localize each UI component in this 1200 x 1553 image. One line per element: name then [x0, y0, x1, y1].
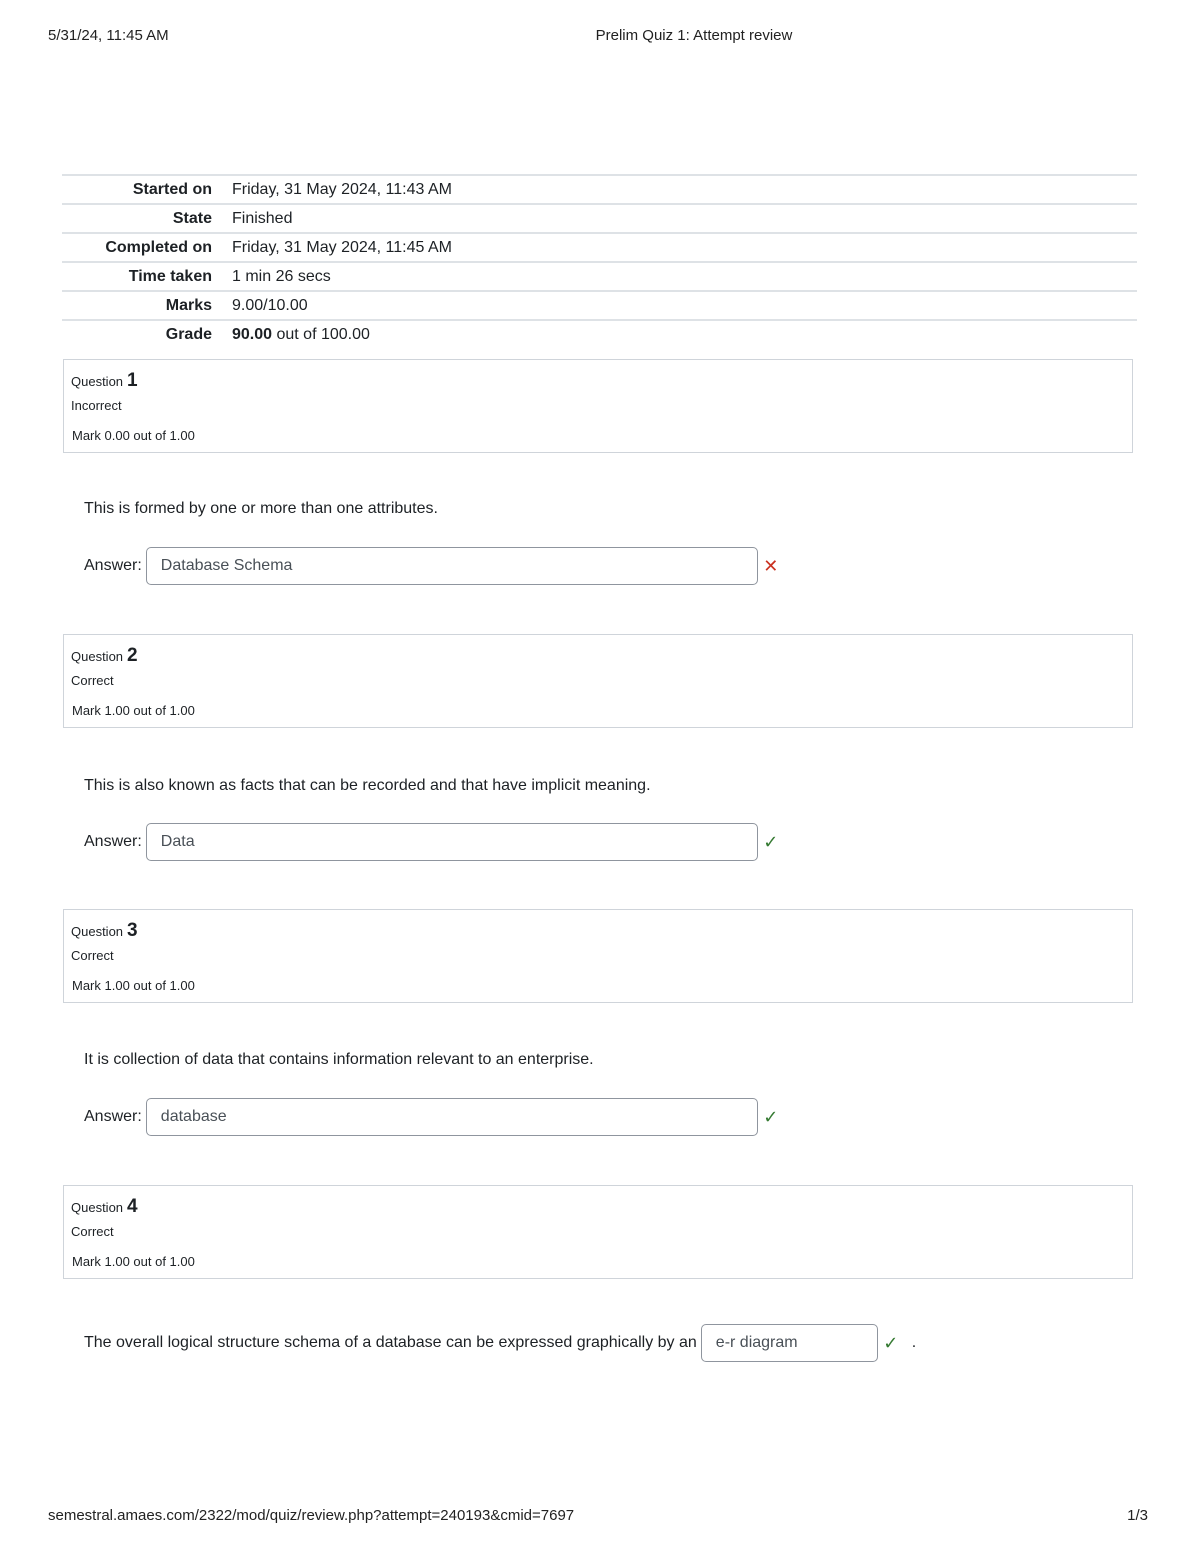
question-mark: Mark 0.00 out of 1.00 [72, 428, 195, 443]
answer-row-1 [84, 546, 780, 586]
summary-value [228, 320, 1137, 348]
grade-out-of: out of 100.00 [272, 326, 370, 343]
print-footer [0, 1507, 1200, 1527]
question-state: Incorrect [71, 398, 122, 413]
summary-value: 9.00/10.00 [232, 297, 308, 314]
question-number: Question 1 [71, 370, 138, 391]
question-text-2: This is also known as facts that can be recorded and that have implicit meaning. [84, 777, 651, 794]
question-mark: Mark 1.00 out of 1.00 [72, 978, 195, 993]
question-text-4 [84, 1324, 916, 1362]
summary-row-completed [62, 233, 1137, 262]
print-datetime: 5/31/24, 11:45 AM [48, 27, 169, 44]
print-page-title: Prelim Quiz 1: Attempt review [595, 27, 793, 44]
question-number: Question 4 [71, 1196, 138, 1217]
answer-input-3[interactable]: database [146, 1098, 758, 1136]
summary-row-grade [62, 320, 1137, 348]
question-number: Question 3 [71, 920, 138, 941]
summary-value: Friday, 31 May 2024, 11:43 AM [232, 181, 452, 198]
question-number: Question 2 [71, 645, 138, 666]
answer-input-4[interactable]: e-r diagram [701, 1324, 878, 1362]
question-text-after: . [911, 1334, 917, 1351]
question-mark: Mark 1.00 out of 1.00 [72, 703, 195, 718]
summary-label: Completed on [105, 239, 212, 256]
summary-label: Marks [165, 297, 212, 314]
answer-label: Answer: [84, 1108, 142, 1125]
summary-row-state [62, 204, 1137, 233]
summary-value: Friday, 31 May 2024, 11:45 AM [232, 239, 452, 256]
question-text: The overall logical structure schema of a database can be expressed graphically by an [84, 1334, 697, 1351]
answer-row-3 [84, 1097, 780, 1137]
answer-label: Answer: [84, 833, 142, 850]
question-state: Correct [71, 673, 114, 688]
summary-row-started [62, 175, 1137, 204]
summary-value: Finished [232, 210, 293, 227]
question-info-4 [63, 1185, 1133, 1279]
answer-row-2 [84, 822, 780, 862]
print-url: semestral.amaes.com/2322/mod/quiz/review.php?attempt=240193&cmid=7697 [48, 1507, 575, 1524]
summary-row-time-taken [62, 262, 1137, 291]
summary-value: 1 min 26 secs [232, 268, 331, 285]
summary-label: State [172, 210, 212, 227]
print-page-number: 1/3 [1127, 1507, 1148, 1524]
grade-score: 90.00 [232, 326, 273, 343]
cross-icon: ✕ [763, 555, 779, 576]
summary-label: Grade [165, 326, 212, 343]
question-text-1: This is formed by one or more than one attributes. [84, 500, 438, 517]
question-state: Correct [71, 1224, 114, 1239]
question-info-3 [63, 909, 1133, 1003]
check-icon: ✓ [763, 1106, 779, 1127]
question-info-1 [63, 359, 1133, 453]
answer-input-2[interactable]: Data [146, 823, 758, 861]
check-icon: ✓ [763, 831, 779, 852]
question-info-2 [63, 634, 1133, 728]
answer-label: Answer: [84, 557, 142, 574]
summary-label: Time taken [128, 268, 212, 285]
answer-input-1[interactable]: Database Schema [146, 547, 758, 585]
check-icon: ✓ [883, 1332, 899, 1353]
print-header [0, 27, 1200, 47]
question-text-3: It is collection of data that contains information relevant to an enterprise. [84, 1051, 594, 1068]
question-state: Correct [71, 948, 114, 963]
summary-row-marks [62, 291, 1137, 320]
summary-label: Started on [132, 181, 212, 198]
attempt-summary-table [62, 174, 1137, 348]
question-mark: Mark 1.00 out of 1.00 [72, 1254, 195, 1269]
